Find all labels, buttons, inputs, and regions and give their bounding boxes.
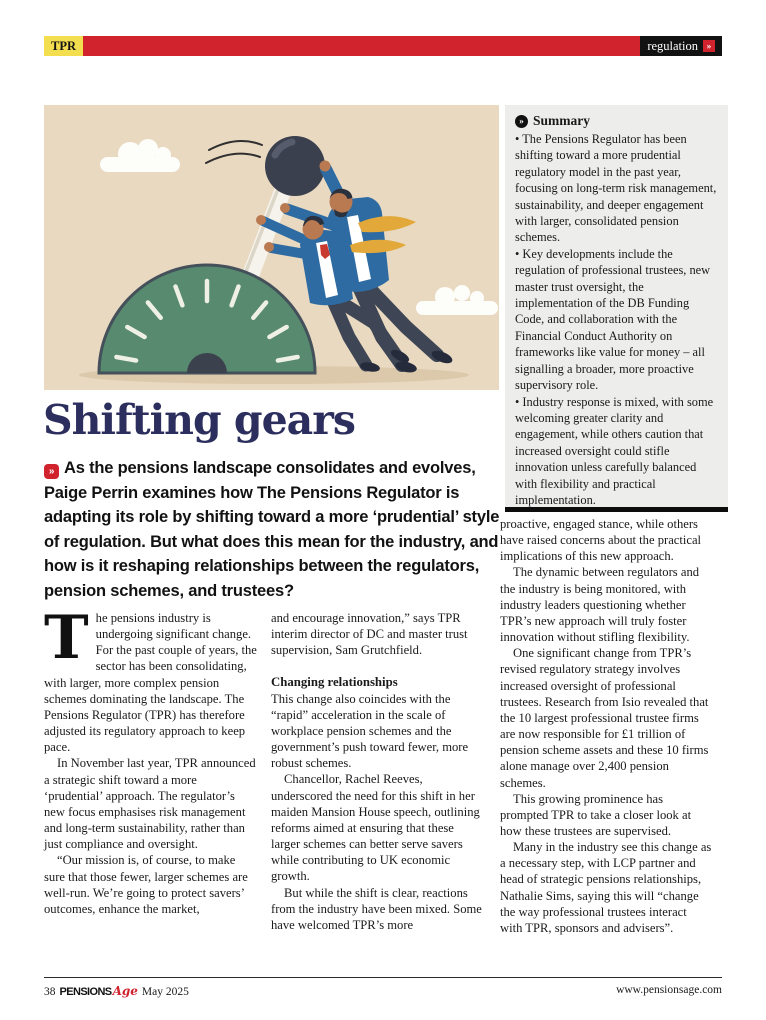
summary-box bbox=[505, 105, 728, 512]
summary-title: Summary bbox=[533, 113, 590, 128]
summary-bullet: • Industry response is mixed, with some welcoming greater clarity and engagement, while others caution that increased oversight could stifle innovation unless carefully balanced with flexibility and practical implementation. bbox=[515, 394, 714, 507]
page-number: 38 bbox=[44, 986, 56, 998]
body-column-3 bbox=[500, 516, 712, 936]
summary-header bbox=[515, 113, 718, 129]
body-column-1 bbox=[44, 603, 257, 917]
section-subhead: Changing relationships bbox=[271, 675, 398, 690]
standfirst-text: As the pensions landscape consolidates and evolves, Paige Perrin examines how The Pensions Regulator is adapting its role by shifting toward a more ‘prudential’ style of regulation. But what does this mean for the industry, and how is it reshaping relationships between the regulators, pension schemes, and trustees? bbox=[44, 459, 500, 600]
summary-bullet: • The Pensions Regulator has been shifting toward a more prudential regulatory model in the past year, focusing on long-term risk management, sustainability, and deeper engagement with larger, consolidated pension schemes. bbox=[515, 132, 717, 245]
website-url[interactable]: www.pensionsage.com bbox=[616, 984, 722, 996]
summary-arrow-icon: » bbox=[515, 115, 528, 128]
lever-ball bbox=[265, 136, 325, 196]
standfirst-arrow-icon: » bbox=[44, 464, 59, 479]
body-paragraph: This change also coincides with the “rapid” acceleration in the scale of workplace pension schemes and the government’s push toward fewer, more robust schemes. bbox=[271, 691, 469, 771]
body-paragraph: Many in the industry see this change as a necessary step, with LCP partner and head of strategic pensions relationships, Nathalie Sims, saying this will “change the way professional trustees interact with TPR, sponsors and advisers”. bbox=[500, 840, 712, 935]
body-paragraph: In November last year, TPR announced a strategic shift toward a more ‘prudential’ approach. The regulator’s new focus emphasises risk management and long-term sustainability, rather than just compliance and oversight. bbox=[44, 756, 256, 852]
drop-cap: T bbox=[44, 603, 89, 673]
top-category-bar bbox=[44, 36, 722, 56]
body-paragraph: and encourage innovation,” says TPR interim director of DC and master trust supervision, Sam Grutchfield. bbox=[271, 611, 468, 658]
issue-date: May 2025 bbox=[141, 986, 189, 998]
section-tag-regulation[interactable] bbox=[640, 36, 722, 56]
section-tag-label: regulation bbox=[647, 38, 698, 53]
body-paragraph: Chancellor, Rachel Reeves, underscored the need for this shift in her maiden Mansion House speech, outlining reforms aimed at ensuring that these larger schemes can better serve savers while contributing to UK economic growth. bbox=[271, 772, 480, 884]
standfirst bbox=[44, 456, 508, 603]
chevron-right-icon: » bbox=[703, 40, 715, 52]
body-paragraph: “Our mission is, of course, to make sure that those fewer, larger schemes are well-run. We’re going to protect savers’ outcomes, enhance the market, bbox=[44, 853, 248, 916]
brand-logo-pensions: PENSIONS bbox=[59, 986, 112, 998]
summary-bullet: • Key developments include the regulation of professional trustees, new master trust oversight, the implementation of the DB Funding Code, and collaboration with the Financial Conduct Authority on frameworks like value for money – all signalling a broader, more proactive supervisory role. bbox=[515, 246, 711, 393]
footer-folio bbox=[44, 984, 189, 998]
body-column-2 bbox=[271, 610, 484, 933]
body-paragraph: But while the shift is clear, reactions from the industry have been mixed. Some have welcomed TPR’s more bbox=[271, 885, 482, 932]
brand-logo-age: Age bbox=[112, 984, 138, 998]
body-paragraph: This growing prominence has prompted TPR to take a closer look at how these trustees are supervised. bbox=[500, 791, 692, 838]
gauge-illustration bbox=[44, 105, 499, 390]
body-paragraph: proactive, engaged stance, while others have raised concerns about the practical implications of this new approach. bbox=[500, 517, 702, 564]
body-paragraph: The dynamic between regulators and the industry is being monitored, with industry leaders questioning whether TPR’s new approach will truly foster innovation without stifling flexibility. bbox=[500, 565, 700, 645]
body-paragraph: The pensions industry is undergoing significant change. For the past couple of years, the sector has been consolidating, with larger, more complex pension schemes dominating the landscape. The Pensions Regulator (TPR) has therefore adjusted its regulatory approach to keep pace. bbox=[44, 603, 257, 755]
footer-divider bbox=[44, 977, 722, 978]
topic-tag-tpr: TPR bbox=[44, 36, 83, 56]
page-title: Shifting gears bbox=[43, 396, 355, 444]
body-paragraph: One significant change from TPR’s revised regulatory strategy involves increased oversight of professional trustees. Research from Isio revealed that the 10 largest professional trustee firms are now responsible for £1 trillion of pension scheme assets and these 10 firms alone manage over 2,400 pension schemes. bbox=[500, 646, 709, 790]
